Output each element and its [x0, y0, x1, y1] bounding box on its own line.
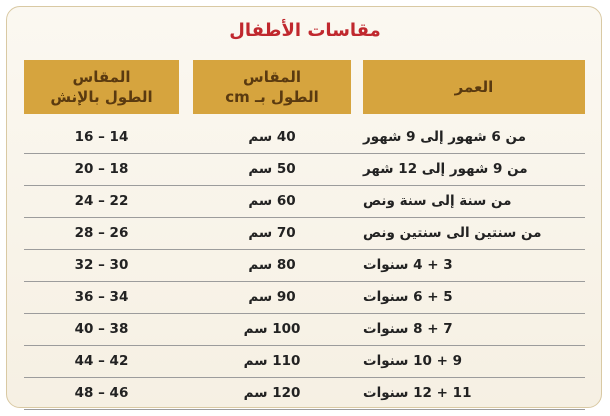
cm-cell: 40 سم	[248, 129, 296, 145]
table-row	[24, 281, 585, 314]
table-row	[24, 345, 585, 378]
table-row	[24, 313, 585, 346]
table-row	[24, 121, 585, 154]
age-cell: من 6 شهور إلى 9 شهور	[363, 129, 527, 145]
cm-cell: 120 سم	[243, 385, 301, 401]
header-cm-line2: الطول بـ cm	[225, 88, 319, 106]
cm-cell: 80 سم	[248, 257, 296, 273]
table-row	[24, 185, 585, 218]
inch-cell: 40 – 38	[74, 321, 129, 337]
inch-cell: 28 – 26	[74, 225, 129, 241]
header-age-label: العمر	[454, 78, 494, 96]
table-row	[24, 217, 585, 250]
inch-cell: 24 – 22	[74, 193, 129, 209]
cm-cell: 110 سم	[243, 353, 301, 369]
age-cell: 7 + 8 سنوات	[363, 321, 453, 337]
inch-cell: 36 – 34	[74, 289, 129, 305]
table-row	[24, 249, 585, 282]
age-cell: 3 + 4 سنوات	[363, 257, 453, 273]
cm-cell: 60 سم	[248, 193, 296, 209]
age-cell: 11 + 12 سنوات	[363, 385, 472, 401]
header-cm-size	[193, 60, 351, 114]
page-title: مقاسات الأطفال	[229, 20, 381, 41]
table-row	[24, 377, 585, 410]
header-inch-size	[24, 60, 179, 114]
inch-cell: 44 – 42	[74, 353, 129, 369]
cm-cell: 70 سم	[248, 225, 296, 241]
age-cell: 9 + 10 سنوات	[363, 353, 463, 369]
cm-cell: 50 سم	[248, 161, 296, 177]
table-row	[24, 153, 585, 186]
inch-cell: 32 – 30	[74, 257, 129, 273]
cm-cell: 100 سم	[243, 321, 301, 337]
age-cell: من 9 شهور إلى 12 شهر	[363, 161, 528, 177]
age-cell: من سنتين الى سنتين ونص	[363, 225, 542, 241]
header-age	[363, 60, 585, 114]
age-cell: 5 + 6 سنوات	[363, 289, 453, 305]
header-inch-line1: المقاس	[72, 68, 131, 86]
inch-cell: 20 – 18	[74, 161, 129, 177]
inch-cell: 16 – 14	[74, 129, 129, 145]
header-inch-line2: الطول بالإنش	[50, 88, 153, 106]
cm-cell: 90 سم	[248, 289, 296, 305]
inch-cell: 48 – 46	[74, 385, 129, 401]
header-cm-line1: المقاس	[243, 68, 301, 86]
age-cell: من سنة إلى سنة ونص	[363, 193, 512, 209]
